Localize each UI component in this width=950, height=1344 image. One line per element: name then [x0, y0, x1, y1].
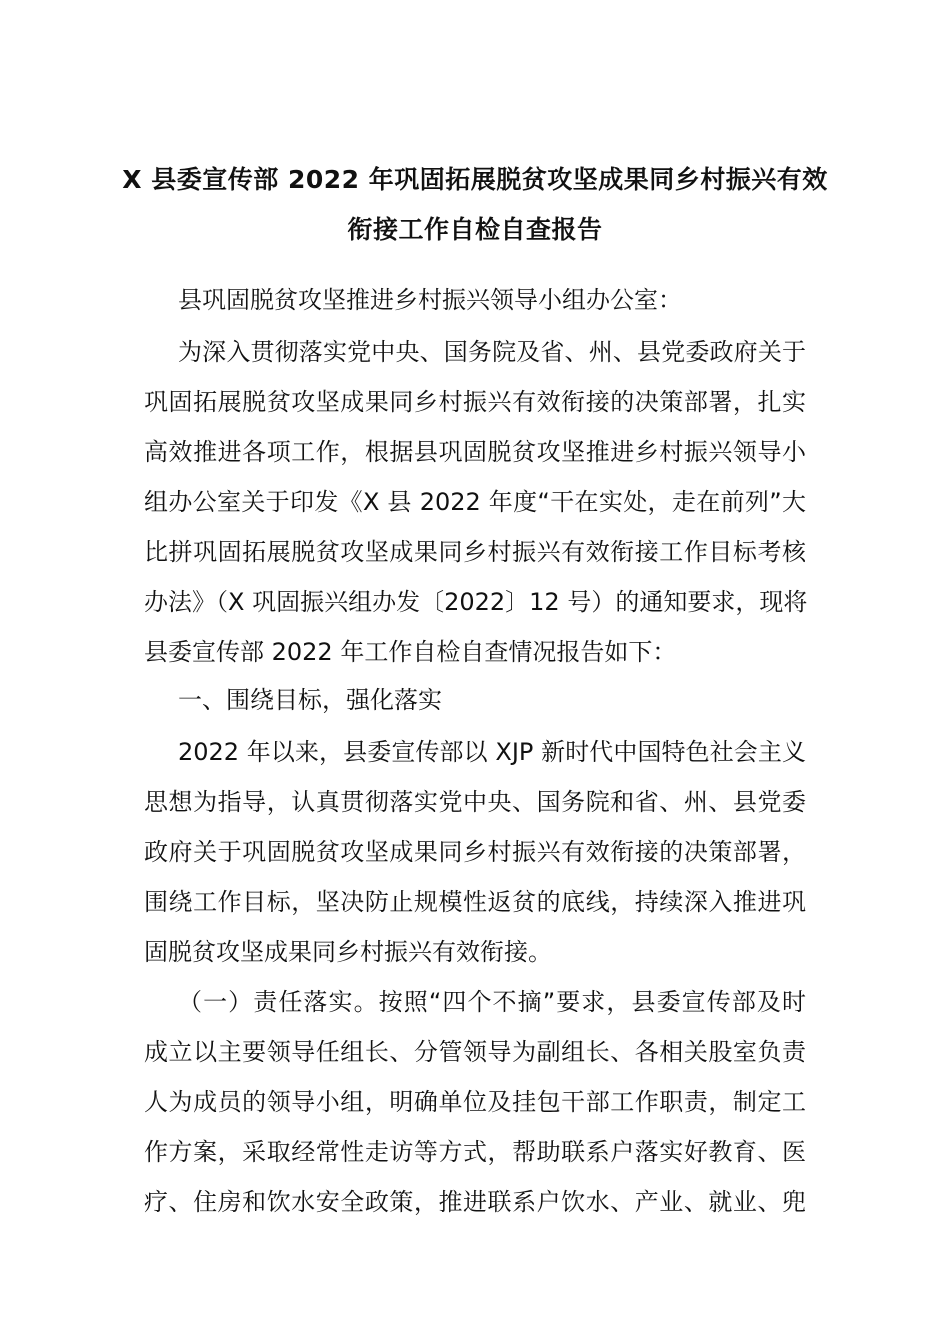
- paragraph-3-line: 疗、住房和饮水安全政策，推进联系户饮水、产业、就业、兜: [144, 1188, 806, 1216]
- paragraph-1-line: 县委宣传部 2022 年工作自检自查情况报告如下：: [144, 638, 677, 666]
- document-title-line-1: X 县委宣传部 2022 年巩固拓展脱贫攻坚成果同乡村振兴有效: [122, 165, 828, 194]
- paragraph-1-line: 为深入贯彻落实党中央、国务院及省、州、县党委政府关于: [178, 338, 806, 366]
- paragraph-1-line: 高效推进各项工作，根据县巩固脱贫攻坚推进乡村振兴领导小: [144, 438, 806, 466]
- paragraph-2-line: 思想为指导，认真贯彻落实党中央、国务院和省、州、县党委: [144, 788, 806, 816]
- paragraph-1-line: 组办公室关于印发《X 县 2022 年度“干在实处，走在前列”大: [144, 488, 806, 516]
- document-title-line-2: 衔接工作自检自查报告: [347, 215, 603, 244]
- paragraph-1-line: 比拼巩固拓展脱贫攻坚成果同乡村振兴有效衔接工作目标考核: [144, 538, 806, 566]
- paragraph-3-line: 成立以主要领导任组长、分管领导为副组长、各相关股室负责: [144, 1038, 806, 1066]
- paragraph-2-line: 政府关于巩固脱贫攻坚成果同乡村振兴有效衔接的决策部署，: [144, 838, 806, 866]
- salutation: 县巩固脱贫攻坚推进乡村振兴领导小组办公室：: [178, 286, 682, 314]
- paragraph-2-line: 固脱贫攻坚成果同乡村振兴有效衔接。: [144, 938, 552, 966]
- paragraph-2-line: 围绕工作目标，坚决防止规模性返贫的底线，持续深入推进巩: [144, 888, 806, 916]
- section-heading-1: 一、围绕目标，强化落实: [178, 686, 442, 714]
- paragraph-3-line: 人为成员的领导小组，明确单位及挂包干部工作职责，制定工: [144, 1088, 806, 1116]
- paragraph-1-line: 巩固拓展脱贫攻坚成果同乡村振兴有效衔接的决策部署，扎实: [144, 388, 806, 416]
- paragraph-3-line: （一）责任落实。按照“四个不摘”要求，县委宣传部及时: [178, 988, 806, 1016]
- paragraph-3-line: 作方案，采取经常性走访等方式，帮助联系户落实好教育、医: [144, 1138, 806, 1166]
- paragraph-2-line: 2022 年以来，县委宣传部以 XJP 新时代中国特色社会主义: [178, 738, 806, 766]
- paragraph-1-line: 办法》（X 巩固振兴组办发〔2022〕12 号）的通知要求，现将: [144, 588, 808, 616]
